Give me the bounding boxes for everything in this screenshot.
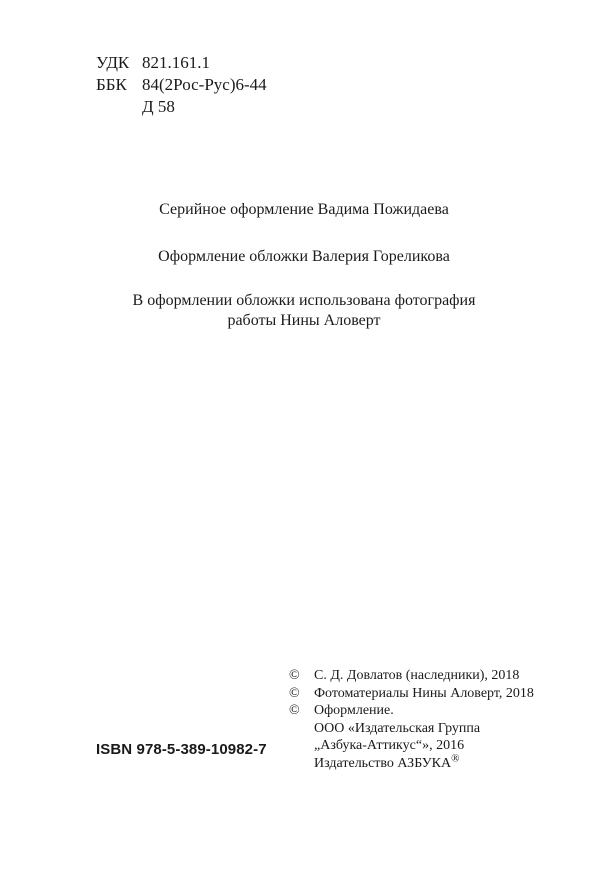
bbk-value: 84(2Рос-Рус)6-44 (142, 75, 267, 94)
bbk-row (96, 74, 267, 96)
udk-row (96, 52, 267, 74)
copyright-text: С. Д. Довлатов (наследники), 2018 (314, 668, 520, 683)
isbn: ISBN 978-5-389-10982-7 (96, 741, 267, 758)
copyright-block (289, 667, 534, 772)
copyright-line (289, 720, 534, 738)
copyright-text: ООО «Издательская Группа (314, 720, 481, 736)
author-mark-row (96, 96, 267, 118)
cover-photo-line-1: В оформлении обложки использована фотография (132, 292, 476, 309)
copyright-text: Фотоматериалы Нины Аловерт, 2018 (314, 685, 534, 701)
copyright-line (289, 702, 534, 720)
copyright-line (289, 667, 534, 685)
registered-mark: ® (451, 751, 460, 764)
udk-label: УДК (96, 53, 130, 72)
cover-photo-credit (0, 291, 608, 331)
copyright-symbol: © (289, 703, 300, 718)
copyright-line (289, 751, 534, 773)
publisher-name: Издательство АЗБУКА (314, 755, 452, 771)
copyright-text: Оформление. (314, 703, 394, 718)
classification-codes (96, 52, 267, 118)
udk-value: 821.161.1 (142, 53, 210, 72)
series-design-credit: Серийное оформление Вадима Пожидаева (159, 201, 449, 218)
copyright-symbol: © (289, 685, 300, 701)
bbk-label: ББК (96, 75, 127, 94)
cover-photo-line-2: работы Нины Аловерт (227, 312, 381, 329)
author-mark: Д 58 (142, 97, 175, 116)
copyright-line (289, 685, 534, 703)
cover-design-credit: Оформление обложки Валерия Гореликова (158, 248, 450, 265)
copyright-symbol: © (289, 668, 300, 683)
copyright-line (289, 737, 534, 755)
copyright-text: „Азбука-Аттикус“», 2016 (314, 738, 465, 753)
